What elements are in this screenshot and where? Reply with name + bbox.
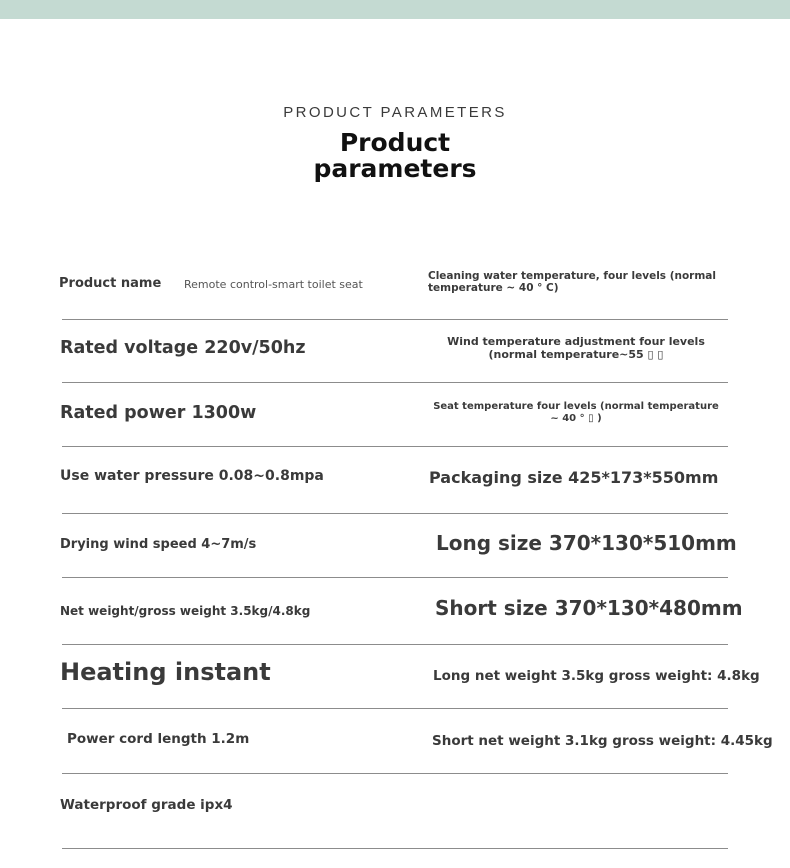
rated-power: Rated power 1300w xyxy=(60,403,257,423)
row-divider xyxy=(62,773,728,774)
product-name-value: Remote control-smart toilet seat xyxy=(184,278,363,291)
long-net-gross-weight: Long net weight 3.5kg gross weight: 4.8kg xyxy=(433,668,760,684)
heating-instant: Heating instant xyxy=(60,658,271,686)
row-divider xyxy=(62,382,728,383)
row-divider xyxy=(62,513,728,514)
waterproof-grade: Waterproof grade ipx4 xyxy=(60,797,233,813)
seat-temperature: Seat temperature four levels (normal temperature ~ 40 ° ▯ ) xyxy=(433,401,719,424)
row-divider xyxy=(62,708,728,709)
net-gross-weight: Net weight/gross weight 3.5kg/4.8kg xyxy=(60,604,311,618)
water-pressure: Use water pressure 0.08~0.8mpa xyxy=(60,468,324,484)
row-divider xyxy=(62,319,728,320)
short-size: Short size 370*130*480mm xyxy=(435,596,743,620)
rated-voltage: Rated voltage 220v/50hz xyxy=(60,338,306,358)
short-net-gross-weight: Short net weight 3.1kg gross weight: 4.45kg xyxy=(432,733,773,749)
page-title-line-2: parameters xyxy=(313,154,477,183)
drying-wind-speed: Drying wind speed 4~7m/s xyxy=(60,537,257,552)
wind-temperature-adjustment: Wind temperature adjustment four levels (normal temperature~55 ▯ ▯ xyxy=(447,335,705,361)
row-divider xyxy=(62,577,728,578)
page-title-line-1: Product xyxy=(339,128,451,157)
long-size: Long size 370*130*510mm xyxy=(436,531,737,555)
packaging-size: Packaging size 425*173*550mm xyxy=(429,468,719,487)
section-subtitle: PRODUCT PARAMETERS xyxy=(283,104,507,121)
cleaning-water-temperature: Cleaning water temperature, four levels (normal temperature ~ 40 ° C) xyxy=(428,270,716,294)
page-title xyxy=(0,130,790,182)
power-cord-length: Power cord length 1.2m xyxy=(67,731,250,747)
row-divider xyxy=(62,848,728,849)
product-name-label: Product name xyxy=(59,276,162,291)
row-divider xyxy=(62,446,728,447)
top-color-band xyxy=(0,0,790,19)
row-divider xyxy=(62,644,728,645)
